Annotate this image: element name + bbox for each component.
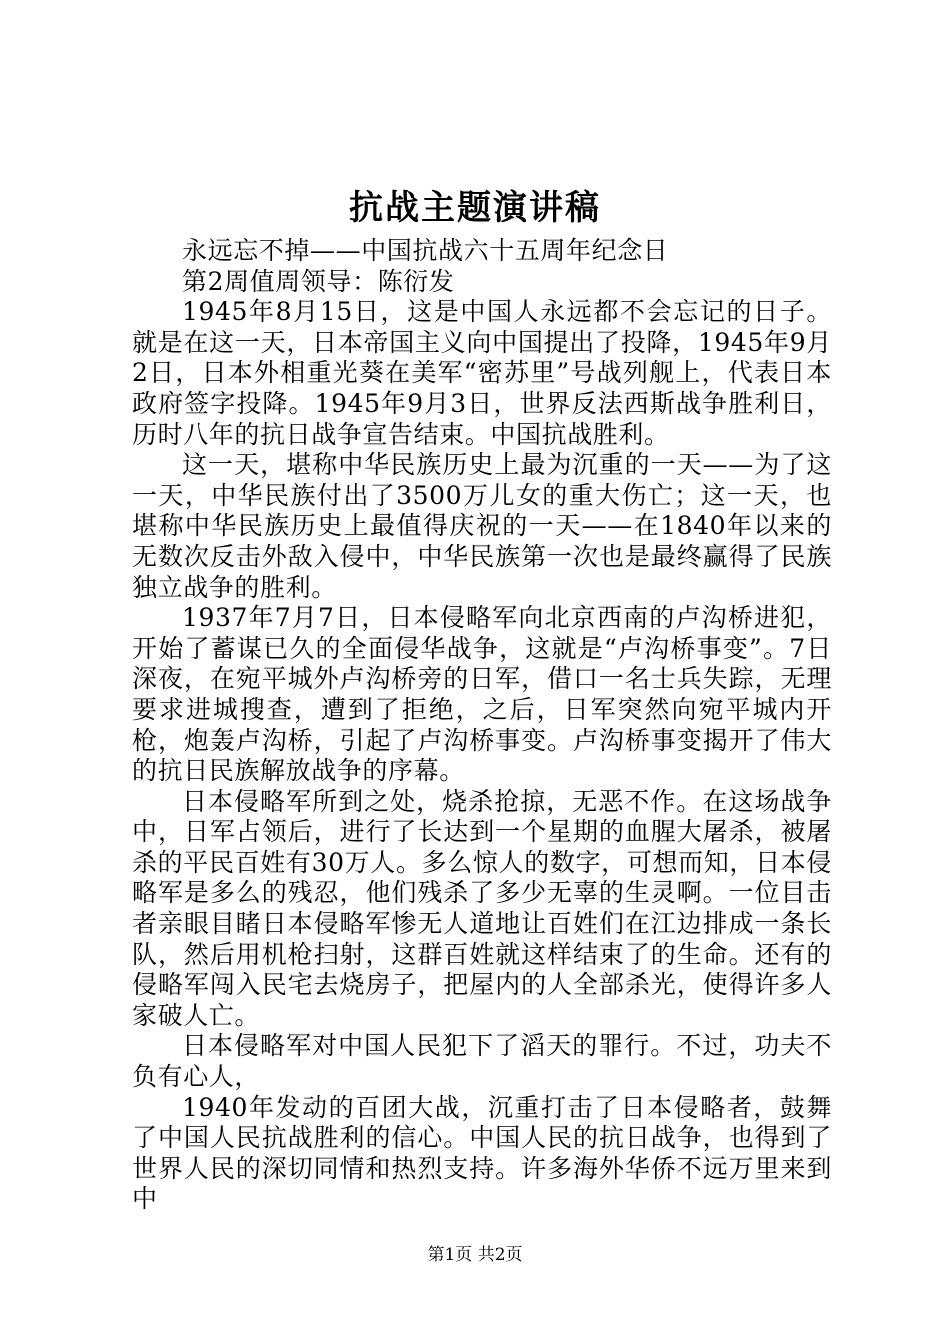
paragraph: 日本侵略军所到之处，烧杀抢掠，无恶不作。在这场战争中，日军占领后，进行了长达到一个星期的血腥大屠杀，被屠杀的平民百姓有30万人。多么惊人的数字，可想而知，日本侵略军是多么的残忍，他们残杀了多少无辜的生灵啊。一位目击者亲眼目睹日本侵略军惨无人道地让百姓们在江边排成一条长队，然后用机枪扫射，这群百姓就这样结束了的生命。还有的侵略军闯入民宅去烧房子，把屋内的人全部杀光，使得许多人家破人亡。: [132, 786, 832, 1030]
paragraph: 1945年8月15日，这是中国人永远都不会忘记的日子。就是在这一天，日本帝国主义向中国提出了投降，1945年9月2日，日本外相重光葵在美军“密苏里”号战列舰上，代表日本政府签字投降。1945年9月3日，世界反法西斯战争胜利日，历时八年的抗日战争宣告结束。中国抗战胜利。: [132, 297, 832, 449]
paragraph: 这一天，堪称中华民族历史上最为沉重的一天——为了这一天，中华民族付出了3500万儿女的重大伤亡；这一天，也堪称中华民族历史上最值得庆祝的一天——在1840年以来的无数次反击外敌入侵中，中华民族第一次也是最终赢得了民族独立战争的胜利。: [132, 450, 832, 602]
document-title: 抗战主题演讲稿: [349, 188, 601, 228]
paragraph: 1937年7月7日，日本侵略军向北京西南的卢沟桥进犯，开始了蓄谋已久的全面侵华战争，这就是“卢沟桥事变”。7日深夜，在宛平城外卢沟桥旁的日军，借口一名士兵失踪，无理要求进城搜查，遭到了拒绝，之后，日军突然向宛平城内开枪，炮轰卢沟桥，引起了卢沟桥事变。卢沟桥事变揭开了伟大的抗日民族解放战争的序幕。: [132, 603, 832, 786]
paragraph: 1940年发动的百团大战，沉重打击了日本侵略者，鼓舞了中国人民抗战胜利的信心。中国人民的抗日战争，也得到了世界人民的深切同情和热烈支持。许多海外华侨不远万里来到中: [132, 1092, 832, 1214]
document-body: [132, 236, 832, 1215]
duty-leader-line: 第2周值周领导：陈衍发: [182, 266, 455, 296]
paragraph: 日本侵略军对中国人民犯下了滔天的罪行。不过，功夫不负有心人，: [132, 1031, 832, 1092]
document-subtitle: 永远忘不掉——中国抗战六十五周年纪念日: [182, 236, 669, 265]
page-footer: 第1页 共2页: [427, 1245, 523, 1265]
